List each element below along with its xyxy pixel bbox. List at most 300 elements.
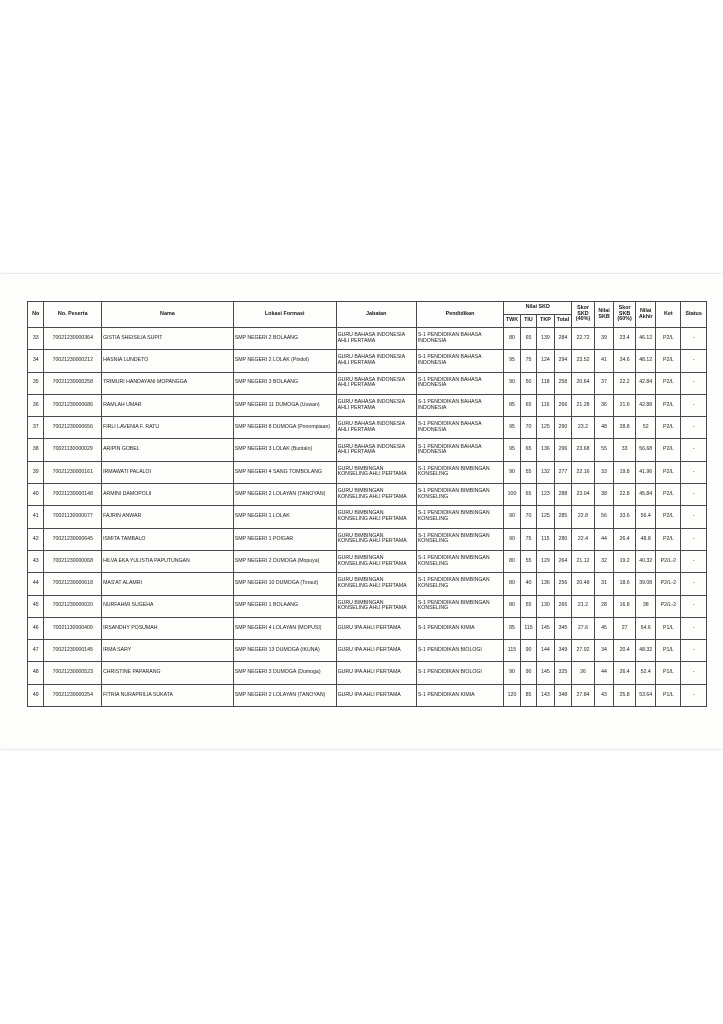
cell-no: 41 bbox=[28, 506, 44, 528]
cell-pendidikan: S-1 PENDIDIKAN BIMBINGAN KONSELING bbox=[416, 550, 503, 572]
cell-nilai-akhir: 42.88 bbox=[635, 394, 656, 416]
header-twk: TWK bbox=[504, 315, 520, 328]
cell-skor-skd: 22.72 bbox=[572, 328, 595, 350]
header-nilai-akhir: Nilai Akhir bbox=[635, 302, 656, 328]
cell-total: 265 bbox=[554, 595, 572, 617]
table-row bbox=[28, 372, 707, 394]
cell-skor-skb: 22.2 bbox=[614, 372, 636, 394]
cell-nama: HILVA EKA YULISTIA PAPUTUNGAN bbox=[102, 550, 234, 572]
cell-nilai-skb: 28 bbox=[594, 595, 614, 617]
cell-jabatan: GURU IPA AHLI PERTAMA bbox=[336, 617, 416, 639]
cell-tiu: 65 bbox=[520, 394, 536, 416]
cell-twk: 80 bbox=[504, 328, 520, 350]
cell-no-peserta: 70021230000145 bbox=[44, 640, 102, 662]
cell-skor-skb: 22.8 bbox=[614, 484, 636, 506]
header-tkp: TKP bbox=[537, 315, 554, 328]
cell-total: 284 bbox=[554, 328, 572, 350]
header-jabatan: Jabatan bbox=[336, 302, 416, 328]
cell-nilai-akhir: 41.96 bbox=[635, 461, 656, 483]
table-row bbox=[28, 461, 707, 483]
cell-no-peserta: 70021130000409 bbox=[44, 617, 102, 639]
cell-skor-skb: 33 bbox=[614, 439, 636, 461]
cell-skor-skd: 23.68 bbox=[572, 439, 595, 461]
cell-nilai-akhir: 46.12 bbox=[635, 328, 656, 350]
cell-nilai-akhir: 52 bbox=[635, 417, 656, 439]
cell-total: 285 bbox=[554, 506, 572, 528]
header-ket: Ket bbox=[656, 302, 681, 328]
cell-ket: P2/L bbox=[656, 372, 681, 394]
cell-nama: NURFAHMI SUGEHA bbox=[102, 595, 234, 617]
cell-pendidikan: S-1 PENDIDIKAN BIMBINGAN KONSELING bbox=[416, 595, 503, 617]
cell-pendidikan: S-1 PENDIDIKAN KIMIA bbox=[416, 617, 503, 639]
cell-pendidikan: S-1 PENDIDIKAN BIMBINGAN KONSELING bbox=[416, 573, 503, 595]
cell-status: - bbox=[681, 617, 707, 639]
cell-nilai-akhir: 40.32 bbox=[635, 550, 656, 572]
cell-tiu: 70 bbox=[520, 506, 536, 528]
cell-lokasi-formasi: SMP NEGERI 1 POIGAR bbox=[233, 528, 336, 550]
cell-no: 42 bbox=[28, 528, 44, 550]
cell-tkp: 145 bbox=[537, 617, 554, 639]
cell-nilai-akhir: 52.4 bbox=[635, 662, 656, 684]
header-nilai-skd: Nilai SKD bbox=[504, 302, 572, 315]
header-nilai-skb: Nilai SKB bbox=[594, 302, 614, 328]
cell-no: 49 bbox=[28, 684, 44, 706]
table-row bbox=[28, 528, 707, 550]
cell-tkp: 145 bbox=[537, 662, 554, 684]
cell-lokasi-formasi: SMP NEGERI 2 BOLAANG bbox=[233, 328, 336, 350]
cell-nilai-skb: 44 bbox=[594, 662, 614, 684]
cell-no: 46 bbox=[28, 617, 44, 639]
cell-skor-skb: 33.6 bbox=[614, 506, 636, 528]
cell-nama: ISMITA TAMBALO bbox=[102, 528, 234, 550]
cell-nilai-skb: 33 bbox=[594, 461, 614, 483]
cell-lokasi-formasi: SMP NEGERI 1 LOLAK bbox=[233, 506, 336, 528]
cell-twk: 90 bbox=[504, 372, 520, 394]
cell-nama: ARMINI DAMOPOLII bbox=[102, 484, 234, 506]
cell-status: - bbox=[681, 350, 707, 372]
cell-nama: FAJRIN ANWAR bbox=[102, 506, 234, 528]
cell-nama: ARIPIN GOBEL bbox=[102, 439, 234, 461]
cell-pendidikan: S-1 PENDIDIKAN KIMIA bbox=[416, 684, 503, 706]
cell-skor-skb: 26.4 bbox=[614, 662, 636, 684]
header-skor-skd: Skor SKD (40%) bbox=[572, 302, 595, 328]
cell-lokasi-formasi: SMP NEGERI 2 LOLAK (Pindol) bbox=[233, 350, 336, 372]
cell-tiu: 55 bbox=[520, 595, 536, 617]
cell-skor-skd: 22.4 bbox=[572, 528, 595, 550]
table-row bbox=[28, 394, 707, 416]
cell-ket: P2/L bbox=[656, 394, 681, 416]
cell-no-peserta: 70021230000020 bbox=[44, 595, 102, 617]
cell-skor-skd: 22.8 bbox=[572, 506, 595, 528]
cell-ket: P2/L-2 bbox=[656, 550, 681, 572]
header-no-peserta: No. Peserta bbox=[44, 302, 102, 328]
cell-status: - bbox=[681, 595, 707, 617]
cell-lokasi-formasi: SMP NEGERI 2 DUMOGA (Mopuya) bbox=[233, 550, 336, 572]
table-row bbox=[28, 350, 707, 372]
cell-nama: FIRLI LAVENIA F. RATU bbox=[102, 417, 234, 439]
cell-nama: CHRISTINE PAPARANG bbox=[102, 662, 234, 684]
cell-jabatan: GURU IPA AHLI PERTAMA bbox=[336, 684, 416, 706]
cell-nilai-akhir: 48.12 bbox=[635, 350, 656, 372]
table-body bbox=[28, 328, 707, 707]
cell-no: 35 bbox=[28, 372, 44, 394]
cell-total: 256 bbox=[554, 573, 572, 595]
cell-nilai-akhir: 48.8 bbox=[635, 528, 656, 550]
cell-nama: IRMAWATI PALALOI bbox=[102, 461, 234, 483]
cell-tiu: 55 bbox=[520, 461, 536, 483]
cell-skor-skb: 21.6 bbox=[614, 394, 636, 416]
cell-status: - bbox=[681, 328, 707, 350]
cell-no: 43 bbox=[28, 550, 44, 572]
cell-status: - bbox=[681, 684, 707, 706]
cell-skor-skd: 27.84 bbox=[572, 684, 595, 706]
cell-nilai-skb: 37 bbox=[594, 372, 614, 394]
table-row bbox=[28, 484, 707, 506]
cell-ket: P1/L bbox=[656, 640, 681, 662]
cell-tiu: 50 bbox=[520, 372, 536, 394]
cell-jabatan: GURU BIMBINGAN KONSELING AHLI PERTAMA bbox=[336, 528, 416, 550]
cell-no: 40 bbox=[28, 484, 44, 506]
cell-nilai-akhir: 45.84 bbox=[635, 484, 656, 506]
cell-ket: P1/L bbox=[656, 617, 681, 639]
cell-tkp: 136 bbox=[537, 439, 554, 461]
cell-skor-skb: 18.6 bbox=[614, 573, 636, 595]
cell-tkp: 136 bbox=[537, 573, 554, 595]
cell-nama: TRIMURI HANDAYANI MOPANGGA bbox=[102, 372, 234, 394]
cell-tkp: 125 bbox=[537, 506, 554, 528]
cell-nilai-skb: 34 bbox=[594, 640, 614, 662]
cell-lokasi-formasi: SMP NEGERI 8 DUMOGA (Ponompiaan) bbox=[233, 417, 336, 439]
cell-tiu: 90 bbox=[520, 640, 536, 662]
cell-pendidikan: S-1 PENDIDIKAN BIMBINGAN KONSELING bbox=[416, 461, 503, 483]
cell-jabatan: GURU IPA AHLI PERTAMA bbox=[336, 662, 416, 684]
cell-twk: 80 bbox=[504, 595, 520, 617]
cell-no-peserta: 70021230000686 bbox=[44, 394, 102, 416]
cell-lokasi-formasi: SMP NEGERI 2 LOLAYAN (TANOYAN) bbox=[233, 684, 336, 706]
cell-skor-skd: 27.6 bbox=[572, 617, 595, 639]
cell-skor-skb: 25.8 bbox=[614, 684, 636, 706]
cell-tiu: 70 bbox=[520, 417, 536, 439]
header-pendidikan: Pendidikan bbox=[416, 302, 503, 328]
cell-twk: 85 bbox=[504, 617, 520, 639]
table-row bbox=[28, 328, 707, 350]
cell-no-peserta: 70021130000029 bbox=[44, 439, 102, 461]
cell-tkp: 118 bbox=[537, 372, 554, 394]
header-total: Total bbox=[554, 315, 572, 328]
cell-no: 47 bbox=[28, 640, 44, 662]
cell-status: - bbox=[681, 550, 707, 572]
cell-no-peserta: 70021230000523 bbox=[44, 662, 102, 684]
cell-jabatan: GURU BAHASA INDONESIA AHLI PERTAMA bbox=[336, 328, 416, 350]
table-row bbox=[28, 417, 707, 439]
cell-tkp: 129 bbox=[537, 550, 554, 572]
cell-total: 294 bbox=[554, 350, 572, 372]
cell-nilai-akhir: 48.32 bbox=[635, 640, 656, 662]
cell-nilai-skb: 48 bbox=[594, 417, 614, 439]
cell-tkp: 132 bbox=[537, 461, 554, 483]
cell-ket: P2/L bbox=[656, 350, 681, 372]
cell-pendidikan: S-1 PENDIDIKAN BAHASA INDONESIA bbox=[416, 394, 503, 416]
cell-lokasi-formasi: SMP NEGERI 1 BOLAANG bbox=[233, 595, 336, 617]
table-row bbox=[28, 506, 707, 528]
table-row bbox=[28, 684, 707, 706]
cell-jabatan: GURU BIMBINGAN KONSELING AHLI PERTAMA bbox=[336, 550, 416, 572]
cell-no-peserta: 70021230000656 bbox=[44, 417, 102, 439]
cell-twk: 90 bbox=[504, 528, 520, 550]
cell-ket: P2/L-2 bbox=[656, 573, 681, 595]
cell-lokasi-formasi: SMP NEGERI 2 LOLAYAN (TANOYAN) bbox=[233, 484, 336, 506]
cell-ket: P1/L bbox=[656, 662, 681, 684]
cell-total: 348 bbox=[554, 684, 572, 706]
cell-twk: 95 bbox=[504, 417, 520, 439]
cell-total: 349 bbox=[554, 640, 572, 662]
header-tiu: TIU bbox=[520, 315, 536, 328]
cell-tiu: 55 bbox=[520, 550, 536, 572]
header-nama: Nama bbox=[102, 302, 234, 328]
cell-skor-skd: 23.04 bbox=[572, 484, 595, 506]
cell-nilai-skb: 38 bbox=[594, 484, 614, 506]
cell-tiu: 85 bbox=[520, 684, 536, 706]
cell-total: 325 bbox=[554, 662, 572, 684]
cell-skor-skb: 24.6 bbox=[614, 350, 636, 372]
cell-lokasi-formasi: SMP NEGERI 11 DUMOGA (Uuwan) bbox=[233, 394, 336, 416]
header-lokasi-formasi: Lokasi Formasi bbox=[233, 302, 336, 328]
cell-twk: 80 bbox=[504, 573, 520, 595]
cell-pendidikan: S-1 PENDIDIKAN BIMBINGAN KONSELING bbox=[416, 484, 503, 506]
cell-jabatan: GURU BIMBINGAN KONSELING AHLI PERTAMA bbox=[336, 573, 416, 595]
cell-no: 38 bbox=[28, 439, 44, 461]
cell-nilai-skb: 32 bbox=[594, 550, 614, 572]
cell-total: 266 bbox=[554, 394, 572, 416]
cell-total: 296 bbox=[554, 439, 572, 461]
cell-tiu: 40 bbox=[520, 573, 536, 595]
cell-nama: RAMLAH UMAR bbox=[102, 394, 234, 416]
cell-twk: 85 bbox=[504, 394, 520, 416]
header-skor-skb: Skor SKB (60%) bbox=[614, 302, 636, 328]
table-row bbox=[28, 617, 707, 639]
cell-twk: 95 bbox=[504, 439, 520, 461]
cell-twk: 115 bbox=[504, 640, 520, 662]
cell-nilai-skb: 31 bbox=[594, 573, 614, 595]
cell-no-peserta: 70021230000254 bbox=[44, 684, 102, 706]
cell-nilai-akhir: 53.64 bbox=[635, 684, 656, 706]
cell-nilai-akhir: 54.6 bbox=[635, 617, 656, 639]
cell-no-peserta: 70021230000161 bbox=[44, 461, 102, 483]
cell-no-peserta: 70021230000645 bbox=[44, 528, 102, 550]
cell-no: 44 bbox=[28, 573, 44, 595]
cell-tiu: 90 bbox=[520, 662, 536, 684]
cell-skor-skd: 23.52 bbox=[572, 350, 595, 372]
cell-total: 288 bbox=[554, 484, 572, 506]
cell-ket: P1/L bbox=[656, 684, 681, 706]
cell-jabatan: GURU BIMBINGAN KONSELING AHLI PERTAMA bbox=[336, 595, 416, 617]
cell-no-peserta: 70021230000148 bbox=[44, 484, 102, 506]
table-row bbox=[28, 595, 707, 617]
cell-pendidikan: S-1 PENDIDIKAN BAHASA INDONESIA bbox=[416, 350, 503, 372]
cell-no-peserta: 70021230000258 bbox=[44, 372, 102, 394]
cell-twk: 100 bbox=[504, 484, 520, 506]
cell-ket: P2/L bbox=[656, 528, 681, 550]
cell-status: - bbox=[681, 573, 707, 595]
table-row bbox=[28, 550, 707, 572]
cell-skor-skd: 20.48 bbox=[572, 573, 595, 595]
cell-tiu: 115 bbox=[520, 617, 536, 639]
table-row bbox=[28, 573, 707, 595]
cell-nilai-akhir: 56.68 bbox=[635, 439, 656, 461]
cell-tiu: 65 bbox=[520, 484, 536, 506]
cell-tkp: 144 bbox=[537, 640, 554, 662]
cell-nilai-skb: 43 bbox=[594, 684, 614, 706]
cell-skor-skb: 23.4 bbox=[614, 328, 636, 350]
cell-nilai-akhir: 38 bbox=[635, 595, 656, 617]
cell-skor-skd: 21.28 bbox=[572, 394, 595, 416]
cell-tkp: 139 bbox=[537, 328, 554, 350]
cell-skor-skb: 26.4 bbox=[614, 528, 636, 550]
cell-status: - bbox=[681, 417, 707, 439]
cell-nilai-skb: 55 bbox=[594, 439, 614, 461]
cell-jabatan: GURU BIMBINGAN KONSELING AHLI PERTAMA bbox=[336, 484, 416, 506]
cell-tkp: 115 bbox=[537, 528, 554, 550]
cell-nilai-akhir: 39.08 bbox=[635, 573, 656, 595]
cell-tkp: 143 bbox=[537, 684, 554, 706]
cell-skor-skd: 21.2 bbox=[572, 595, 595, 617]
cell-twk: 90 bbox=[504, 506, 520, 528]
results-table bbox=[27, 301, 707, 707]
cell-lokasi-formasi: SMP NEGERI 3 LOLAK (Buntalo) bbox=[233, 439, 336, 461]
cell-nilai-akhir: 56.4 bbox=[635, 506, 656, 528]
cell-total: 290 bbox=[554, 417, 572, 439]
table-header bbox=[28, 302, 707, 328]
cell-nilai-skb: 56 bbox=[594, 506, 614, 528]
cell-no-peserta: 70021130000077 bbox=[44, 506, 102, 528]
cell-pendidikan: S-1 PENDIDIKAN BIMBINGAN KONSELING bbox=[416, 506, 503, 528]
cell-nama: MAS'AT ALAMRI bbox=[102, 573, 234, 595]
cell-status: - bbox=[681, 662, 707, 684]
cell-no-peserta: 70021230000618 bbox=[44, 573, 102, 595]
cell-status: - bbox=[681, 439, 707, 461]
cell-jabatan: GURU BIMBINGAN KONSELING AHLI PERTAMA bbox=[336, 506, 416, 528]
cell-no: 37 bbox=[28, 417, 44, 439]
cell-tkp: 130 bbox=[537, 595, 554, 617]
cell-no: 34 bbox=[28, 350, 44, 372]
cell-jabatan: GURU IPA AHLI PERTAMA bbox=[336, 640, 416, 662]
table-row bbox=[28, 640, 707, 662]
cell-lokasi-formasi: SMP NEGERI 3 DUMOGA (Dumoga) bbox=[233, 662, 336, 684]
cell-no: 48 bbox=[28, 662, 44, 684]
cell-nilai-skb: 45 bbox=[594, 617, 614, 639]
cell-pendidikan: S-1 PENDIDIKAN BAHASA INDONESIA bbox=[416, 439, 503, 461]
cell-nama: FITRIA NURAPRILIA SUKATA bbox=[102, 684, 234, 706]
cell-status: - bbox=[681, 640, 707, 662]
cell-tiu: 75 bbox=[520, 528, 536, 550]
cell-nama: IRSANDHY POSUMAH bbox=[102, 617, 234, 639]
cell-tiu: 65 bbox=[520, 328, 536, 350]
cell-total: 258 bbox=[554, 372, 572, 394]
cell-nilai-akhir: 42.84 bbox=[635, 372, 656, 394]
cell-ket: P2/L bbox=[656, 328, 681, 350]
cell-lokasi-formasi: SMP NEGERI 4 SANG TOMBOLANG bbox=[233, 461, 336, 483]
cell-pendidikan: S-1 PENDIDIKAN BAHASA INDONESIA bbox=[416, 417, 503, 439]
cell-nilai-skb: 39 bbox=[594, 328, 614, 350]
cell-no-peserta: 70021230000212 bbox=[44, 350, 102, 372]
cell-tkp: 125 bbox=[537, 417, 554, 439]
cell-tkp: 116 bbox=[537, 394, 554, 416]
cell-lokasi-formasi: SMP NEGERI 10 DUMOGA (Toraut) bbox=[233, 573, 336, 595]
cell-tiu: 75 bbox=[520, 350, 536, 372]
cell-skor-skd: 23.2 bbox=[572, 417, 595, 439]
cell-jabatan: GURU BAHASA INDONESIA AHLI PERTAMA bbox=[336, 372, 416, 394]
cell-nilai-skb: 44 bbox=[594, 528, 614, 550]
cell-status: - bbox=[681, 372, 707, 394]
cell-nama: IRMA SARY bbox=[102, 640, 234, 662]
cell-pendidikan: S-1 PENDIDIKAN BIMBINGAN KONSELING bbox=[416, 528, 503, 550]
header-status: Status bbox=[681, 302, 707, 328]
cell-no: 33 bbox=[28, 328, 44, 350]
cell-skor-skd: 26 bbox=[572, 662, 595, 684]
cell-status: - bbox=[681, 461, 707, 483]
cell-no: 45 bbox=[28, 595, 44, 617]
cell-twk: 90 bbox=[504, 461, 520, 483]
cell-total: 264 bbox=[554, 550, 572, 572]
cell-no-peserta: 70021230000068 bbox=[44, 550, 102, 572]
cell-no-peserta: 70021230000364 bbox=[44, 328, 102, 350]
cell-twk: 95 bbox=[504, 350, 520, 372]
cell-lokasi-formasi: SMP NEGERI 4 LOLAYAN (MOPUSI) bbox=[233, 617, 336, 639]
cell-skor-skb: 19.8 bbox=[614, 461, 636, 483]
cell-pendidikan: S-1 PENDIDIKAN BAHASA INDONESIA bbox=[416, 372, 503, 394]
cell-status: - bbox=[681, 394, 707, 416]
table-row bbox=[28, 662, 707, 684]
cell-total: 345 bbox=[554, 617, 572, 639]
cell-tkp: 124 bbox=[537, 350, 554, 372]
cell-skor-skd: 27.92 bbox=[572, 640, 595, 662]
cell-lokasi-formasi: SMP NEGERI 3 BOLAANG bbox=[233, 372, 336, 394]
cell-ket: P2/L bbox=[656, 439, 681, 461]
cell-lokasi-formasi: SMP NEGERI 13 DUMOGA (IKUNA) bbox=[233, 640, 336, 662]
cell-twk: 90 bbox=[504, 662, 520, 684]
cell-skor-skb: 28.8 bbox=[614, 417, 636, 439]
cell-twk: 80 bbox=[504, 550, 520, 572]
cell-ket: P2/L bbox=[656, 417, 681, 439]
cell-skor-skb: 27 bbox=[614, 617, 636, 639]
cell-skor-skb: 16.8 bbox=[614, 595, 636, 617]
table-row bbox=[28, 439, 707, 461]
cell-skor-skb: 20.4 bbox=[614, 640, 636, 662]
cell-ket: P2/L-2 bbox=[656, 595, 681, 617]
cell-nilai-skb: 36 bbox=[594, 394, 614, 416]
cell-status: - bbox=[681, 484, 707, 506]
cell-ket: P2/L bbox=[656, 484, 681, 506]
cell-nama: HASNIA LUNDETO bbox=[102, 350, 234, 372]
cell-jabatan: GURU BIMBINGAN KONSELING AHLI PERTAMA bbox=[336, 461, 416, 483]
cell-total: 280 bbox=[554, 528, 572, 550]
cell-pendidikan: S-1 PENDIDIKAN BIOLOGI bbox=[416, 640, 503, 662]
cell-jabatan: GURU BAHASA INDONESIA AHLI PERTAMA bbox=[336, 394, 416, 416]
cell-ket: P2/L bbox=[656, 506, 681, 528]
cell-tiu: 65 bbox=[520, 439, 536, 461]
cell-skor-skd: 22.16 bbox=[572, 461, 595, 483]
cell-total: 277 bbox=[554, 461, 572, 483]
cell-status: - bbox=[681, 506, 707, 528]
cell-skor-skd: 20.64 bbox=[572, 372, 595, 394]
cell-skor-skb: 19.2 bbox=[614, 550, 636, 572]
cell-status: - bbox=[681, 528, 707, 550]
cell-ket: P2/L bbox=[656, 461, 681, 483]
cell-twk: 120 bbox=[504, 684, 520, 706]
cell-no: 36 bbox=[28, 394, 44, 416]
cell-nama: GISTIA SHEISILIA SUPIT bbox=[102, 328, 234, 350]
cell-jabatan: GURU BAHASA INDONESIA AHLI PERTAMA bbox=[336, 350, 416, 372]
